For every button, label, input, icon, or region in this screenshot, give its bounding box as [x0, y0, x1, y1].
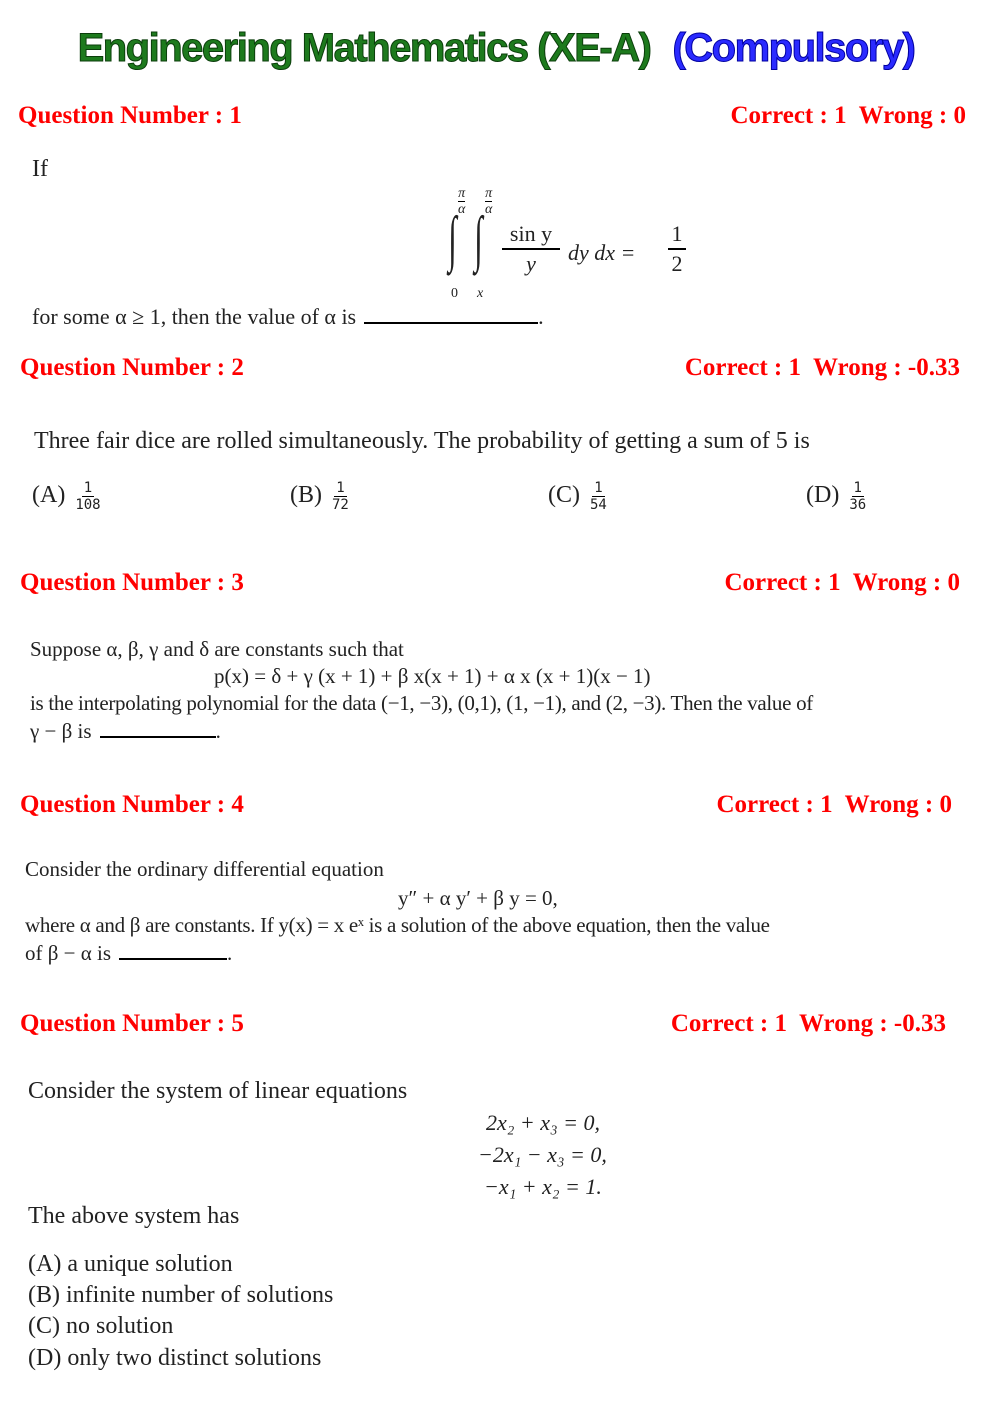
option-a: [32, 480, 101, 513]
option-c: [548, 480, 607, 513]
marks-3: [724, 569, 960, 597]
wrong-marks: Wrong : -0.33: [813, 354, 960, 381]
q2-text: Three fair dice are rolled simultaneously. The probability of getting a sum of 5 is: [34, 428, 810, 454]
denominator: 108: [75, 497, 101, 513]
marks-5: [671, 1010, 946, 1038]
numerator: 1: [594, 480, 603, 496]
page-title: [0, 26, 992, 71]
option-c: (C) no solution: [28, 1313, 174, 1339]
q4-line-1: Consider the ordinary differential equation: [25, 857, 384, 881]
denominator: 72: [332, 497, 349, 513]
fraction: [332, 480, 349, 513]
equation-3: −x₁ + x₂ = 1.: [484, 1174, 602, 1199]
option-b: (B) infinite number of solutions: [28, 1282, 334, 1308]
option-label: (A): [32, 482, 66, 509]
q1-tail-text: for some α ≥ 1, then the value of α is: [32, 304, 357, 329]
marks-2: [685, 354, 960, 382]
option-d: (D) only two distinct solutions: [28, 1345, 322, 1371]
marks-4: [716, 791, 952, 819]
q4-line-3: where α and β are constants. If y(x) = x eˣ is a solution of the above equation, then the value: [25, 913, 770, 937]
rhs-numerator: 1: [668, 220, 686, 250]
title-tag: (Compulsory): [672, 26, 915, 70]
rhs-denominator: 2: [671, 251, 683, 276]
question-number-5: Question Number : 5: [20, 1010, 244, 1037]
fraction: [75, 480, 100, 513]
option-a: (A) a unique solution: [28, 1251, 233, 1277]
wrong-marks: Wrong : 0: [852, 569, 960, 596]
q1-integral: [448, 186, 708, 306]
correct-marks: Correct : 1: [716, 791, 833, 818]
q4-line-4-text: of β − α is: [25, 941, 112, 965]
question-number-1: Question Number : 1: [18, 102, 242, 129]
q3-line-4: γ − β is .: [30, 719, 221, 743]
upper-limit-den: α: [458, 202, 466, 217]
option-label: (B): [290, 482, 322, 509]
option-d: [806, 480, 866, 513]
lower-limit: x: [477, 286, 484, 301]
q3-line-3: is the interpolating polynomial for the data (−1, −3), (0,1), (1, −1), and (2, −3). Then the value of: [30, 691, 813, 715]
correct-marks: Correct : 1: [724, 569, 841, 596]
option-label: (D): [806, 482, 840, 509]
denominator: 54: [590, 497, 607, 513]
title-main: Engineering Mathematics (XE-A): [77, 26, 651, 70]
option-b: [290, 480, 349, 513]
numerator: 1: [83, 480, 93, 496]
q1-intro: If: [32, 156, 48, 182]
answer-blank: [100, 735, 216, 738]
fraction: [849, 480, 866, 513]
integral-sign: ∫: [474, 205, 483, 273]
q4-ode: y″ + α y′ + β y = 0,: [398, 886, 558, 910]
denominator: 36: [849, 497, 867, 513]
q4-line-4: of β − α is .: [25, 941, 233, 965]
upper-limit-den: α: [485, 202, 493, 217]
option-label: (C): [548, 482, 580, 509]
integrand-numerator: sin y: [502, 220, 560, 250]
wrong-marks: Wrong : 0: [844, 791, 952, 818]
answer-blank: [119, 957, 227, 960]
equation-1: 2x₂ + x₃ = 0,: [486, 1110, 601, 1135]
marks-1: [730, 102, 966, 130]
q3-line-1: Suppose α, β, γ and δ are constants such that: [30, 637, 404, 661]
q1-tail: for some α ≥ 1, then the value of α is .: [32, 304, 544, 329]
q5-prompt: The above system has: [28, 1203, 240, 1229]
wrong-marks: Wrong : -0.33: [799, 1010, 946, 1037]
upper-limit: π: [458, 186, 466, 201]
numerator: 1: [336, 480, 345, 496]
wrong-marks: Wrong : 0: [858, 102, 966, 129]
correct-marks: Correct : 1: [670, 1010, 787, 1037]
correct-marks: Correct : 1: [730, 102, 847, 129]
question-number-4: Question Number : 4: [20, 791, 244, 818]
correct-marks: Correct : 1: [684, 354, 801, 381]
lower-limit: 0: [451, 286, 458, 301]
equation-2: −2x₁ − x₃ = 0,: [478, 1142, 607, 1167]
upper-limit: π: [485, 186, 493, 201]
answer-blank: [364, 321, 538, 324]
fraction: [590, 480, 607, 513]
numerator: 1: [853, 480, 862, 496]
differentials: dy dx =: [568, 240, 636, 265]
q3-line-4-text: γ − β is: [30, 719, 92, 743]
integrand-denominator: y: [526, 251, 536, 276]
q5-intro: Consider the system of linear equations: [28, 1078, 408, 1104]
question-number-3: Question Number : 3: [20, 569, 244, 596]
integral-sign: ∫: [448, 205, 457, 273]
question-number-2: Question Number : 2: [20, 354, 244, 381]
q3-polynomial: p(x) = δ + γ (x + 1) + β x(x + 1) + α x (x + 1)(x − 1): [214, 664, 651, 688]
